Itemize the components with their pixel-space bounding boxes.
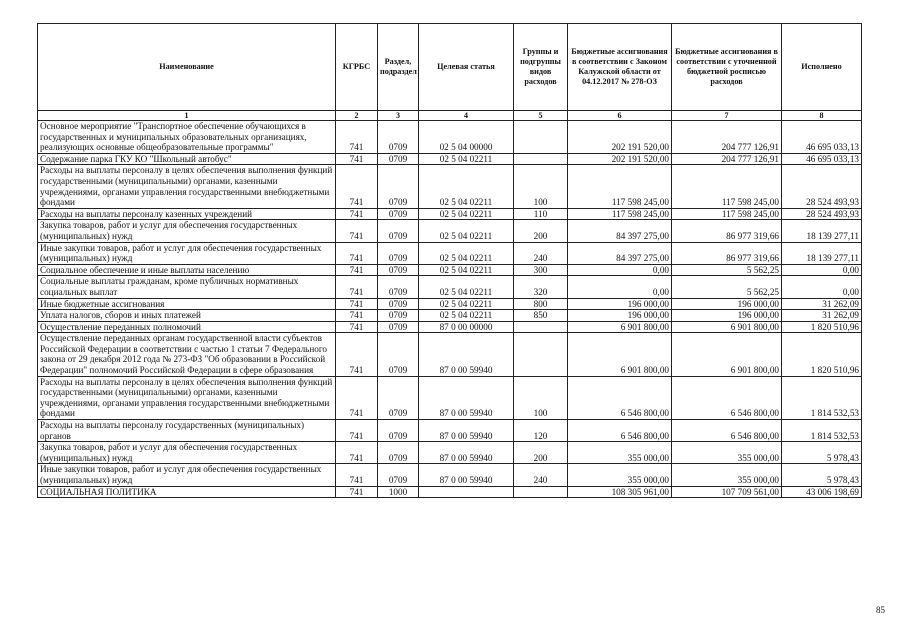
- cell-kgrbs: 741: [336, 486, 378, 498]
- cell-section: 0709: [378, 121, 419, 154]
- cell-refined-allocation: 196 000,00: [672, 298, 782, 310]
- cell-kgrbs: 741: [336, 208, 378, 220]
- cell-law-allocation: 117 598 245,00: [568, 165, 672, 208]
- cell-law-allocation: 84 397 275,00: [568, 242, 672, 264]
- cell-kgrbs: 741: [336, 321, 378, 333]
- cell-law-allocation: 108 305 961,00: [568, 486, 672, 498]
- cell-target: 87 0 00 59940: [419, 376, 514, 419]
- cell-refined-allocation: 6 901 800,00: [672, 321, 782, 333]
- cell-target: 87 0 00 59940: [419, 333, 514, 376]
- cell-law-allocation: 6 546 800,00: [568, 376, 672, 419]
- cell-refined-allocation: 355 000,00: [672, 442, 782, 464]
- cell-expense-group: 300: [514, 264, 568, 276]
- table-row: [38, 486, 862, 498]
- cell-refined-allocation: 5 562,25: [672, 264, 782, 276]
- cell-target: 02 5 04 00000: [419, 121, 514, 154]
- cell-name: Закупка товаров, работ и услуг для обеспечения государственных (муниципальных) нужд: [38, 220, 336, 242]
- col-number: 6: [568, 111, 672, 121]
- cell-refined-allocation: 196 000,00: [672, 310, 782, 322]
- cell-target: 02 5 04 02211: [419, 310, 514, 322]
- cell-section: 0709: [378, 321, 419, 333]
- cell-name: СОЦИАЛЬНАЯ ПОЛИТИКА: [38, 486, 336, 498]
- cell-kgrbs: 741: [336, 464, 378, 486]
- cell-name: Осуществление переданных органам государственной власти субъектов Российской Федерации в соответствии с частью 1 статьи 7 Федерального закона от 29 декабря 2012 года № 273-ФЗ "Об образовании в Российской Федерации" полномочий Российской Федерации в сфере образования: [38, 333, 336, 376]
- cell-expense-group: 200: [514, 220, 568, 242]
- cell-law-allocation: 0,00: [568, 276, 672, 298]
- col-header-name: Наименование: [38, 24, 336, 111]
- col-number: 7: [672, 111, 782, 121]
- cell-target: 02 5 04 02211: [419, 242, 514, 264]
- cell-refined-allocation: 6 546 800,00: [672, 420, 782, 442]
- table-row: [38, 442, 862, 464]
- col-header-law-allocation: Бюджетные ассигнования в соответствии с Законом Калужской области от 04.12.2017 № 278-ОЗ: [568, 24, 672, 111]
- cell-name: Расходы на выплаты персоналу государственных (муниципальных) органов: [38, 420, 336, 442]
- cell-name: Уплата налогов, сборов и иных платежей: [38, 310, 336, 322]
- cell-kgrbs: 741: [336, 376, 378, 419]
- cell-expense-group: 200: [514, 442, 568, 464]
- cell-section: 0709: [378, 442, 419, 464]
- cell-name: Иные закупки товаров, работ и услуг для обеспечения государственных (муниципальных) нужд: [38, 464, 336, 486]
- cell-executed: 28 524 493,93: [782, 208, 862, 220]
- cell-law-allocation: 0,00: [568, 264, 672, 276]
- cell-kgrbs: 741: [336, 220, 378, 242]
- cell-name: Закупка товаров, работ и услуг для обеспечения государственных (муниципальных) нужд: [38, 442, 336, 464]
- cell-refined-allocation: 117 598 245,00: [672, 165, 782, 208]
- cell-expense-group: 120: [514, 420, 568, 442]
- col-header-expense-group: Группы и подгруппы видов расходов: [514, 24, 568, 111]
- cell-executed: 1 814 532,53: [782, 376, 862, 419]
- cell-section: 0709: [378, 242, 419, 264]
- cell-section: 0709: [378, 333, 419, 376]
- cell-expense-group: 240: [514, 242, 568, 264]
- cell-expense-group: 800: [514, 298, 568, 310]
- cell-refined-allocation: 86 977 319,66: [672, 242, 782, 264]
- cell-expense-group: 100: [514, 165, 568, 208]
- cell-law-allocation: 355 000,00: [568, 442, 672, 464]
- col-number: 4: [419, 111, 514, 121]
- cell-law-allocation: 6 901 800,00: [568, 333, 672, 376]
- cell-refined-allocation: 107 709 561,00: [672, 486, 782, 498]
- cell-name: Иные бюджетные ассигнования: [38, 298, 336, 310]
- cell-executed: 18 139 277,11: [782, 242, 862, 264]
- cell-target: 02 5 04 02211: [419, 153, 514, 165]
- cell-expense-group: 320: [514, 276, 568, 298]
- cell-name: Социальные выплаты гражданам, кроме публичных нормативных социальных выплат: [38, 276, 336, 298]
- table-row: [38, 208, 862, 220]
- cell-target: 02 5 04 02211: [419, 208, 514, 220]
- cell-expense-group: 240: [514, 464, 568, 486]
- budget-table: [37, 23, 862, 498]
- cell-target: 87 0 00 00000: [419, 321, 514, 333]
- cell-name: Расходы на выплаты персоналу казенных учреждений: [38, 208, 336, 220]
- cell-section: 0709: [378, 420, 419, 442]
- page-number: 85: [876, 605, 885, 615]
- cell-law-allocation: 84 397 275,00: [568, 220, 672, 242]
- table-row: [38, 321, 862, 333]
- cell-law-allocation: 355 000,00: [568, 464, 672, 486]
- cell-executed: 31 262,09: [782, 310, 862, 322]
- cell-kgrbs: 741: [336, 242, 378, 264]
- cell-executed: 43 006 198,69: [782, 486, 862, 498]
- table-row: [38, 310, 862, 322]
- col-header-executed: Исполнено: [782, 24, 862, 111]
- cell-section: 0709: [378, 464, 419, 486]
- cell-kgrbs: 741: [336, 333, 378, 376]
- table-row: [38, 464, 862, 486]
- cell-executed: 1 814 532,53: [782, 420, 862, 442]
- cell-refined-allocation: 5 562,25: [672, 276, 782, 298]
- cell-refined-allocation: 355 000,00: [672, 464, 782, 486]
- cell-section: 0709: [378, 208, 419, 220]
- cell-refined-allocation: 6 546 800,00: [672, 376, 782, 419]
- col-number: 8: [782, 111, 862, 121]
- cell-refined-allocation: 204 777 126,91: [672, 153, 782, 165]
- cell-section: 0709: [378, 310, 419, 322]
- cell-expense-group: [514, 333, 568, 376]
- cell-name: Расходы на выплаты персоналу в целях обеспечения выполнения функций государственными (муниципальными) органами, казенными учреждениями, органами управления государственными внебюджетными фондами: [38, 165, 336, 208]
- table-row: [38, 242, 862, 264]
- cell-target: 02 5 04 02211: [419, 220, 514, 242]
- cell-section: 0709: [378, 165, 419, 208]
- col-header-refined-allocation: Бюджетные ассигнования в соответствии с уточненной бюджетной росписью расходов: [672, 24, 782, 111]
- col-number: 2: [336, 111, 378, 121]
- cell-name: Иные закупки товаров, работ и услуг для обеспечения государственных (муниципальных) нужд: [38, 242, 336, 264]
- table-row: [38, 264, 862, 276]
- cell-executed: 46 695 033,13: [782, 121, 862, 154]
- cell-kgrbs: 741: [336, 298, 378, 310]
- cell-name: Основное мероприятие "Транспортное обеспечение обучающихся в государственных и муниципальных образовательных организациях, реализующих основные общеобразовательные программы": [38, 121, 336, 154]
- cell-kgrbs: 741: [336, 264, 378, 276]
- cell-executed: 46 695 033,13: [782, 153, 862, 165]
- cell-name: Социальное обеспечение и иные выплаты населению: [38, 264, 336, 276]
- cell-refined-allocation: 117 598 245,00: [672, 208, 782, 220]
- cell-target: 02 5 04 02211: [419, 264, 514, 276]
- cell-executed: 5 978,43: [782, 442, 862, 464]
- cell-law-allocation: 202 191 520,00: [568, 121, 672, 154]
- table-row: [38, 153, 862, 165]
- table-row: [38, 121, 862, 154]
- cell-refined-allocation: 86 977 319,66: [672, 220, 782, 242]
- col-number: 5: [514, 111, 568, 121]
- col-header-kgrbs: КГРБС: [336, 24, 378, 111]
- cell-refined-allocation: 6 901 800,00: [672, 333, 782, 376]
- cell-executed: 0,00: [782, 276, 862, 298]
- cell-target: 87 0 00 59940: [419, 464, 514, 486]
- cell-executed: 5 978,43: [782, 464, 862, 486]
- cell-kgrbs: 741: [336, 121, 378, 154]
- header-row: [38, 24, 862, 111]
- table-row: [38, 220, 862, 242]
- column-number-row: [38, 111, 862, 121]
- cell-executed: 31 262,09: [782, 298, 862, 310]
- cell-executed: 18 139 277,11: [782, 220, 862, 242]
- cell-target: 02 5 04 02211: [419, 298, 514, 310]
- cell-refined-allocation: 204 777 126,91: [672, 121, 782, 154]
- table-row: [38, 298, 862, 310]
- cell-section: 0709: [378, 264, 419, 276]
- cell-kgrbs: 741: [336, 276, 378, 298]
- col-number: 1: [38, 111, 336, 121]
- cell-executed: 28 524 493,93: [782, 165, 862, 208]
- cell-kgrbs: 741: [336, 165, 378, 208]
- cell-law-allocation: 117 598 245,00: [568, 208, 672, 220]
- cell-section: 0709: [378, 220, 419, 242]
- col-number: 3: [378, 111, 419, 121]
- cell-target: 02 5 04 02211: [419, 276, 514, 298]
- cell-law-allocation: 202 191 520,00: [568, 153, 672, 165]
- cell-executed: 1 820 510,96: [782, 333, 862, 376]
- cell-expense-group: [514, 121, 568, 154]
- cell-target: 02 5 04 02211: [419, 165, 514, 208]
- cell-law-allocation: 196 000,00: [568, 298, 672, 310]
- cell-section: 1000: [378, 486, 419, 498]
- table-row: [38, 420, 862, 442]
- cell-expense-group: [514, 153, 568, 165]
- cell-target: 87 0 00 59940: [419, 442, 514, 464]
- cell-executed: 0,00: [782, 264, 862, 276]
- cell-kgrbs: 741: [336, 153, 378, 165]
- cell-law-allocation: 6 901 800,00: [568, 321, 672, 333]
- table-row: [38, 376, 862, 419]
- cell-law-allocation: 196 000,00: [568, 310, 672, 322]
- table-body: [38, 121, 862, 498]
- table-row: [38, 276, 862, 298]
- cell-law-allocation: 6 546 800,00: [568, 420, 672, 442]
- cell-name: Содержание парка ГКУ КО "Школьный автобус": [38, 153, 336, 165]
- cell-section: 0709: [378, 276, 419, 298]
- cell-name: Расходы на выплаты персоналу в целях обеспечения выполнения функций государственными (муниципальными) органами, казенными учреждениями, органами управления государственными внебюджетными фондами: [38, 376, 336, 419]
- table-row: [38, 165, 862, 208]
- cell-expense-group: 850: [514, 310, 568, 322]
- cell-section: 0709: [378, 376, 419, 419]
- cell-expense-group: [514, 486, 568, 498]
- cell-target: 87 0 00 59940: [419, 420, 514, 442]
- cell-section: 0709: [378, 153, 419, 165]
- cell-expense-group: 100: [514, 376, 568, 419]
- col-header-section: Раздел, подраздел: [378, 24, 419, 111]
- cell-kgrbs: 741: [336, 310, 378, 322]
- col-header-target: Целевая статья: [419, 24, 514, 111]
- table-row: [38, 333, 862, 376]
- cell-name: Осуществление переданных полномочий: [38, 321, 336, 333]
- cell-kgrbs: 741: [336, 420, 378, 442]
- cell-target: [419, 486, 514, 498]
- cell-expense-group: 110: [514, 208, 568, 220]
- cell-section: 0709: [378, 298, 419, 310]
- cell-expense-group: [514, 321, 568, 333]
- cell-kgrbs: 741: [336, 442, 378, 464]
- cell-executed: 1 820 510,96: [782, 321, 862, 333]
